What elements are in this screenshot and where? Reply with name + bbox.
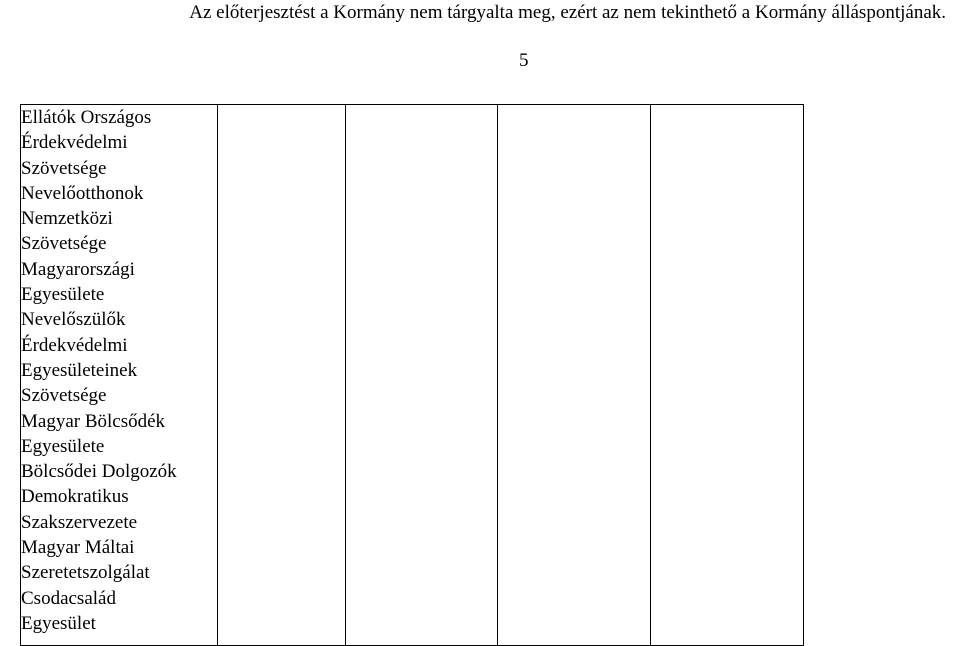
org-name-line: Csodacsalád xyxy=(21,587,116,609)
empty-table-cell xyxy=(218,105,346,646)
org-name-line: Egyesülete xyxy=(21,435,105,457)
org-name-line: Demokratikus xyxy=(21,486,129,508)
org-name-line: Szeretetszolgálat xyxy=(21,562,150,584)
page-number: 5 xyxy=(519,50,529,71)
org-name-line: Egyesületeinek xyxy=(21,359,138,381)
org-name-line: Nevelőszülők xyxy=(21,309,126,331)
organization-names-cell xyxy=(21,105,218,646)
org-name-line: Egyesülete xyxy=(21,284,105,306)
org-name-line: Egyesület xyxy=(21,612,96,634)
org-name-line: Nevelőotthonok xyxy=(21,182,144,204)
org-name-line: Szövetsége xyxy=(21,385,107,407)
org-name-line: Szövetsége xyxy=(21,233,107,255)
empty-table-cell xyxy=(651,105,804,646)
empty-table-cell xyxy=(345,105,498,646)
org-name-line: Magyar Máltai xyxy=(21,537,135,559)
table-row xyxy=(21,105,804,646)
disclaimer-header: Az előterjesztést a Kormány nem tárgyalta meg, ezért az nem tekinthető a Kormány álláspontjának. xyxy=(189,2,946,23)
org-name-line: Érdekvédelmi xyxy=(21,132,128,154)
org-name-line: Érdekvédelmi xyxy=(21,334,128,356)
org-name-line: Ellátók Országos xyxy=(21,107,152,128)
org-name-line: Szakszervezete xyxy=(21,511,138,533)
org-name-line: Szövetsége xyxy=(21,157,107,179)
empty-table-cell xyxy=(498,105,651,646)
org-name-line: Nemzetközi xyxy=(21,208,113,230)
org-name-line: Bölcsődei Dolgozók xyxy=(21,461,177,483)
org-name-line: Magyarországi xyxy=(21,258,135,280)
organizations-table xyxy=(20,104,804,646)
org-name-line: Magyar Bölcsődék xyxy=(21,410,166,432)
